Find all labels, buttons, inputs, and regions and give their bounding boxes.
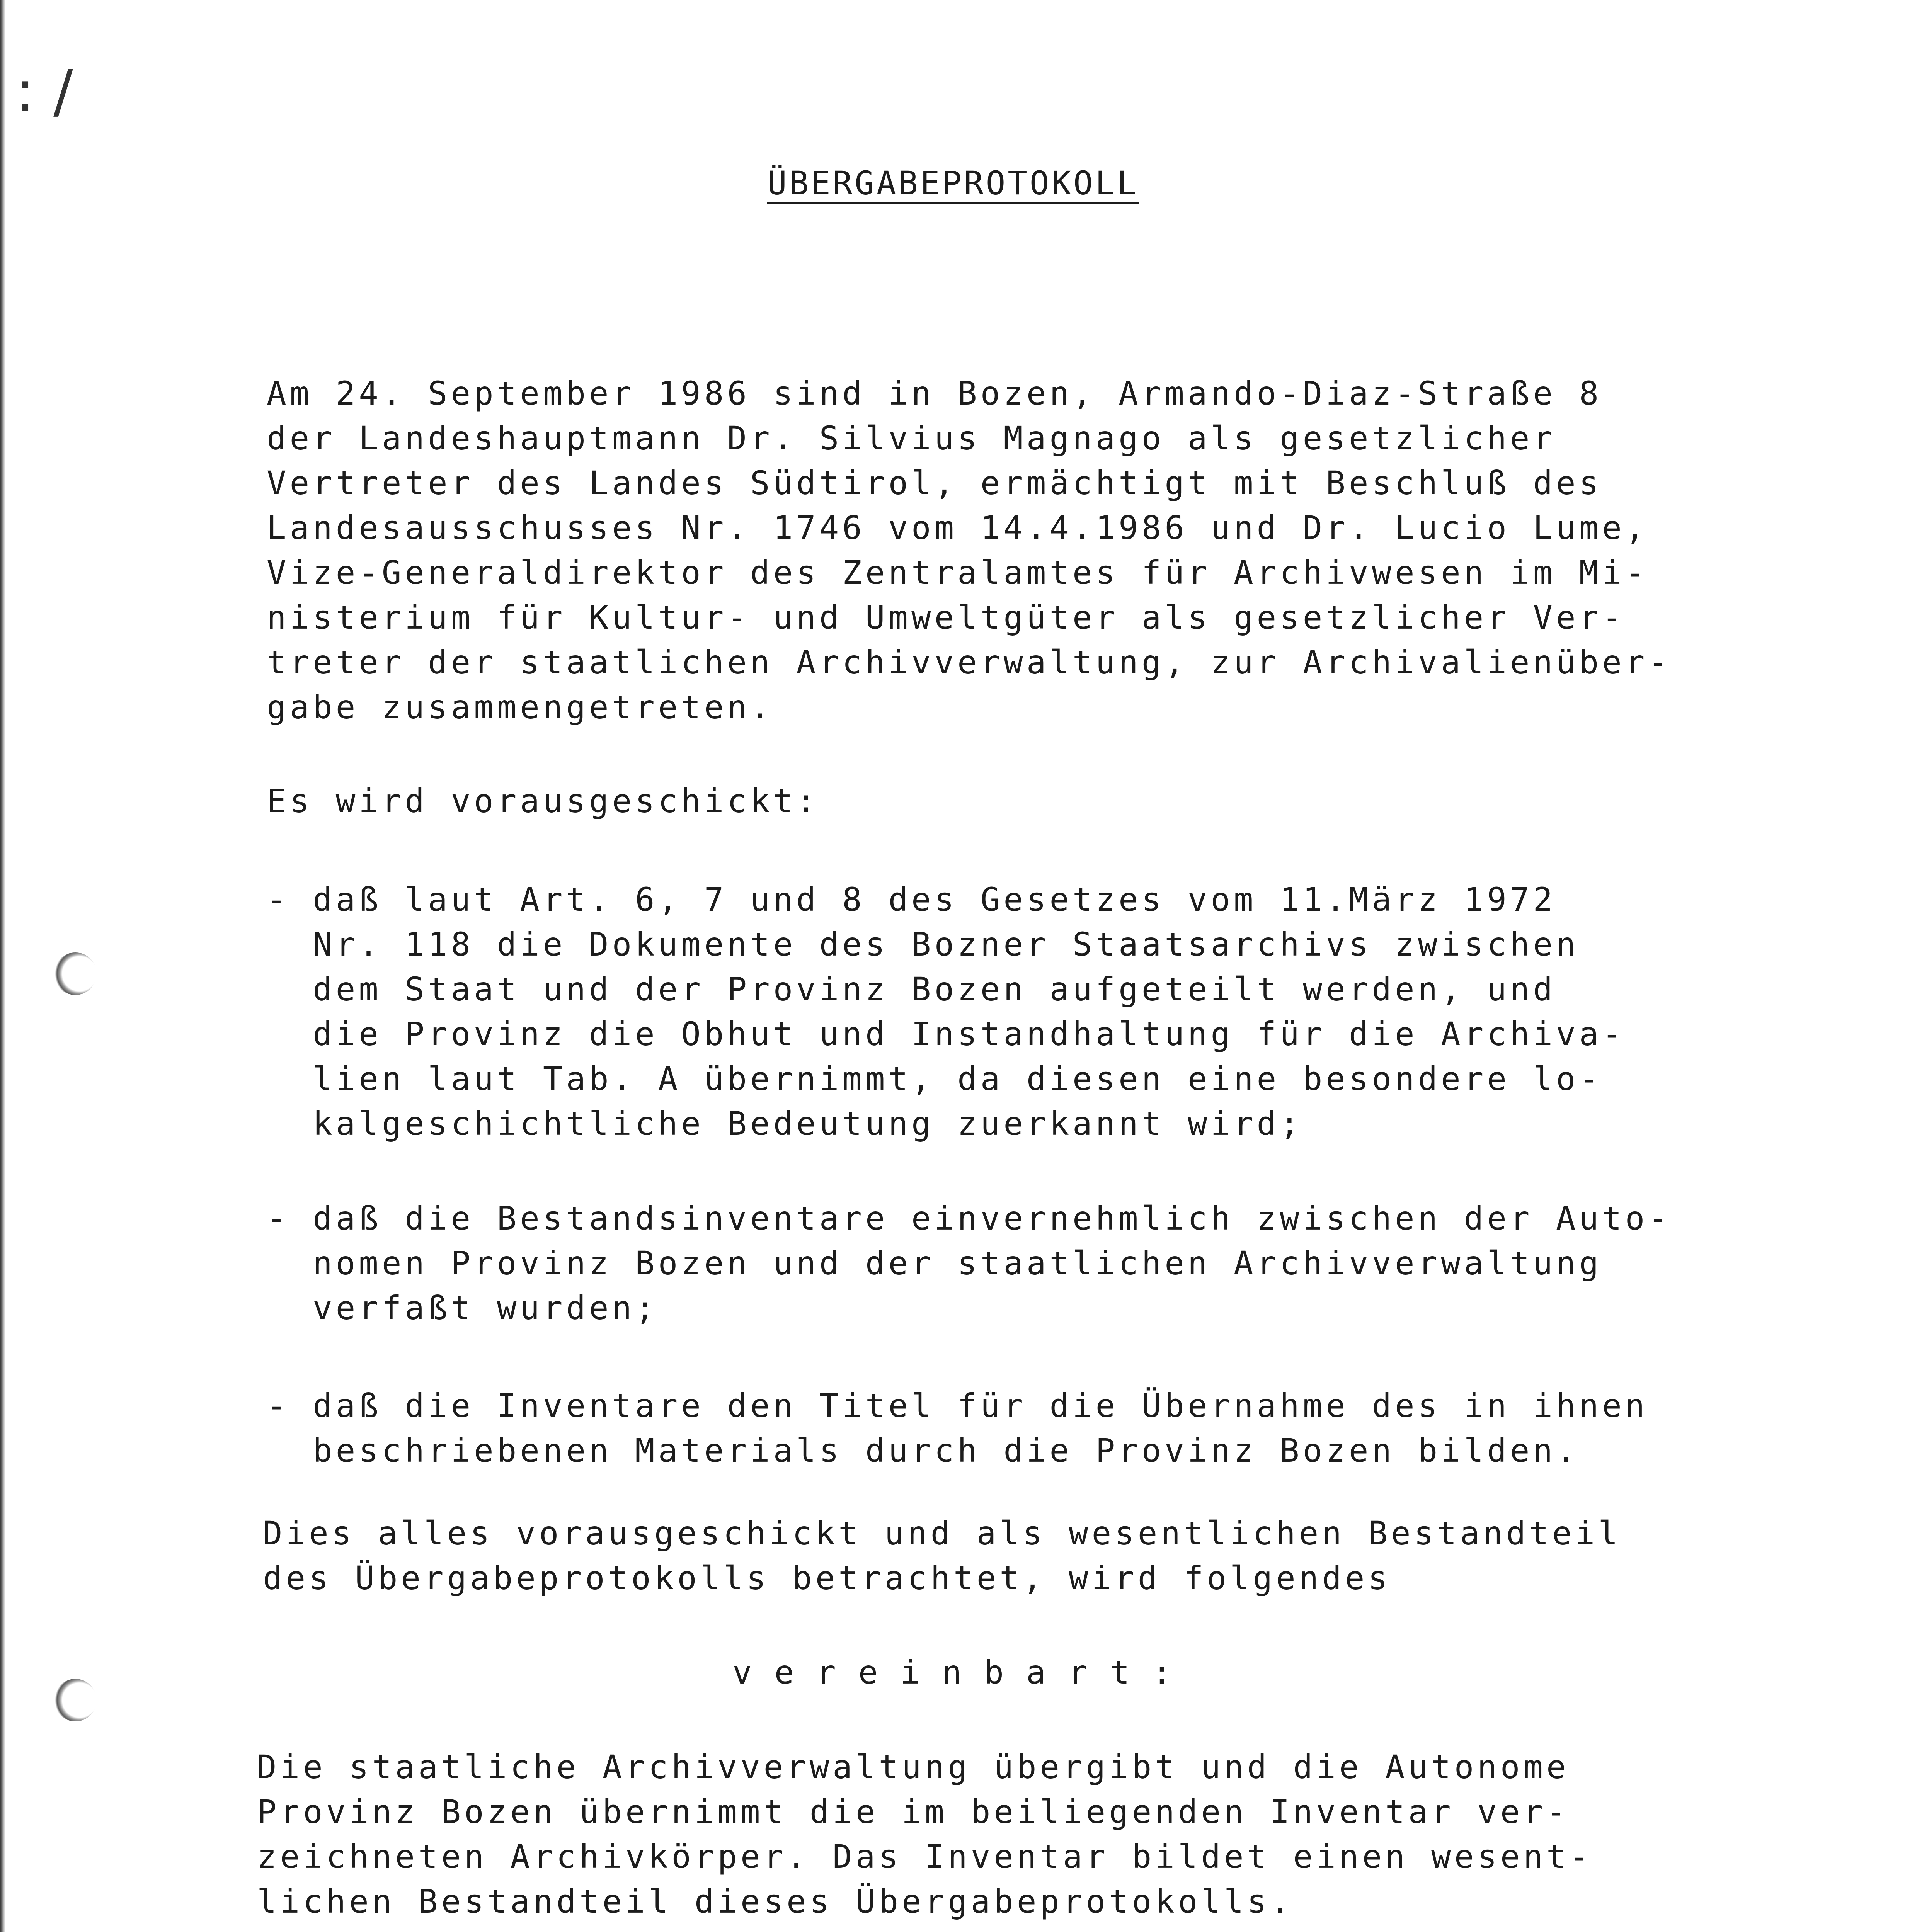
margin-mark: : /	[15, 58, 73, 125]
text-line: nisterium für Kultur- und Umweltgüter als gesetzlicher Ver-	[267, 599, 1625, 636]
text-line: der Landeshauptmann Dr. Silvius Magnago als gesetzlicher	[267, 419, 1556, 457]
document-title: ÜBERGABEPROTOKOLL	[767, 164, 1139, 202]
text-line: treter der staatlichen Archivverwaltung, zur Archivalienüber-	[267, 643, 1671, 681]
text-line: Vertreter des Landes Südtirol, ermächtigt mit Beschluß des	[267, 464, 1602, 502]
agreed-heading: vereinbart:	[732, 1653, 1194, 1691]
text-line: kalgeschichtliche Bedeutung zuerkannt wird;	[267, 1105, 1303, 1143]
text-line: Landesausschusses Nr. 1746 vom 14.4.1986 und Dr. Lucio Lume,	[267, 509, 1648, 547]
text-line: verfaßt wurden;	[267, 1289, 658, 1327]
text-line: Am 24. September 1986 sind in Bozen, Armando-Diaz-Straße 8	[267, 374, 1602, 412]
punch-hole-bottom	[54, 1679, 97, 1721]
text-line: - daß die Inventare den Titel für die Übernahme des in ihnen	[267, 1387, 1648, 1425]
text-line: - daß laut Art. 6, 7 und 8 des Gesetzes vom 11.März 1972	[267, 881, 1556, 918]
preface-heading: Es wird vorausgeschickt:	[267, 782, 819, 820]
text-line: lien laut Tab. A übernimmt, da diesen eine besondere lo-	[267, 1060, 1602, 1098]
text-line: gabe zusammengetreten.	[267, 688, 773, 726]
text-line: Provinz Bozen übernimmt die im beiliegenden Inventar ver-	[257, 1793, 1570, 1831]
text-line: lichen Bestandteil dieses Übergabeprotokolls.	[257, 1883, 1293, 1920]
text-line: nomen Provinz Bozen und der staatlichen Archivverwaltung	[267, 1244, 1602, 1282]
text-line: zeichneten Archivkörper. Das Inventar bildet einen wesent-	[257, 1838, 1593, 1876]
text-line: Dies alles vorausgeschickt und als wesentlichen Bestandteil	[263, 1514, 1621, 1552]
text-line: Vize-Generaldirektor des Zentralamtes für Archivwesen im Mi-	[267, 554, 1648, 592]
text-line: Nr. 118 die Dokumente des Bozner Staatsarchivs zwischen	[267, 925, 1579, 963]
text-line: die Provinz die Obhut und Instandhaltung für die Archiva-	[267, 1015, 1625, 1053]
text-line: - daß die Bestandsinventare einvernehmlich zwischen der Auto-	[267, 1199, 1671, 1237]
scan-left-edge	[0, 0, 5, 1932]
text-line: des Übergabeprotokolls betrachtet, wird folgendes	[263, 1559, 1391, 1597]
text-line: dem Staat und der Provinz Bozen aufgeteilt werden, und	[267, 970, 1556, 1008]
text-line: Die staatliche Archivverwaltung übergibt und die Autonome	[257, 1748, 1570, 1786]
punch-hole-top	[54, 952, 97, 995]
text-line: beschriebenen Materials durch die Provinz Bozen bilden.	[267, 1432, 1579, 1469]
